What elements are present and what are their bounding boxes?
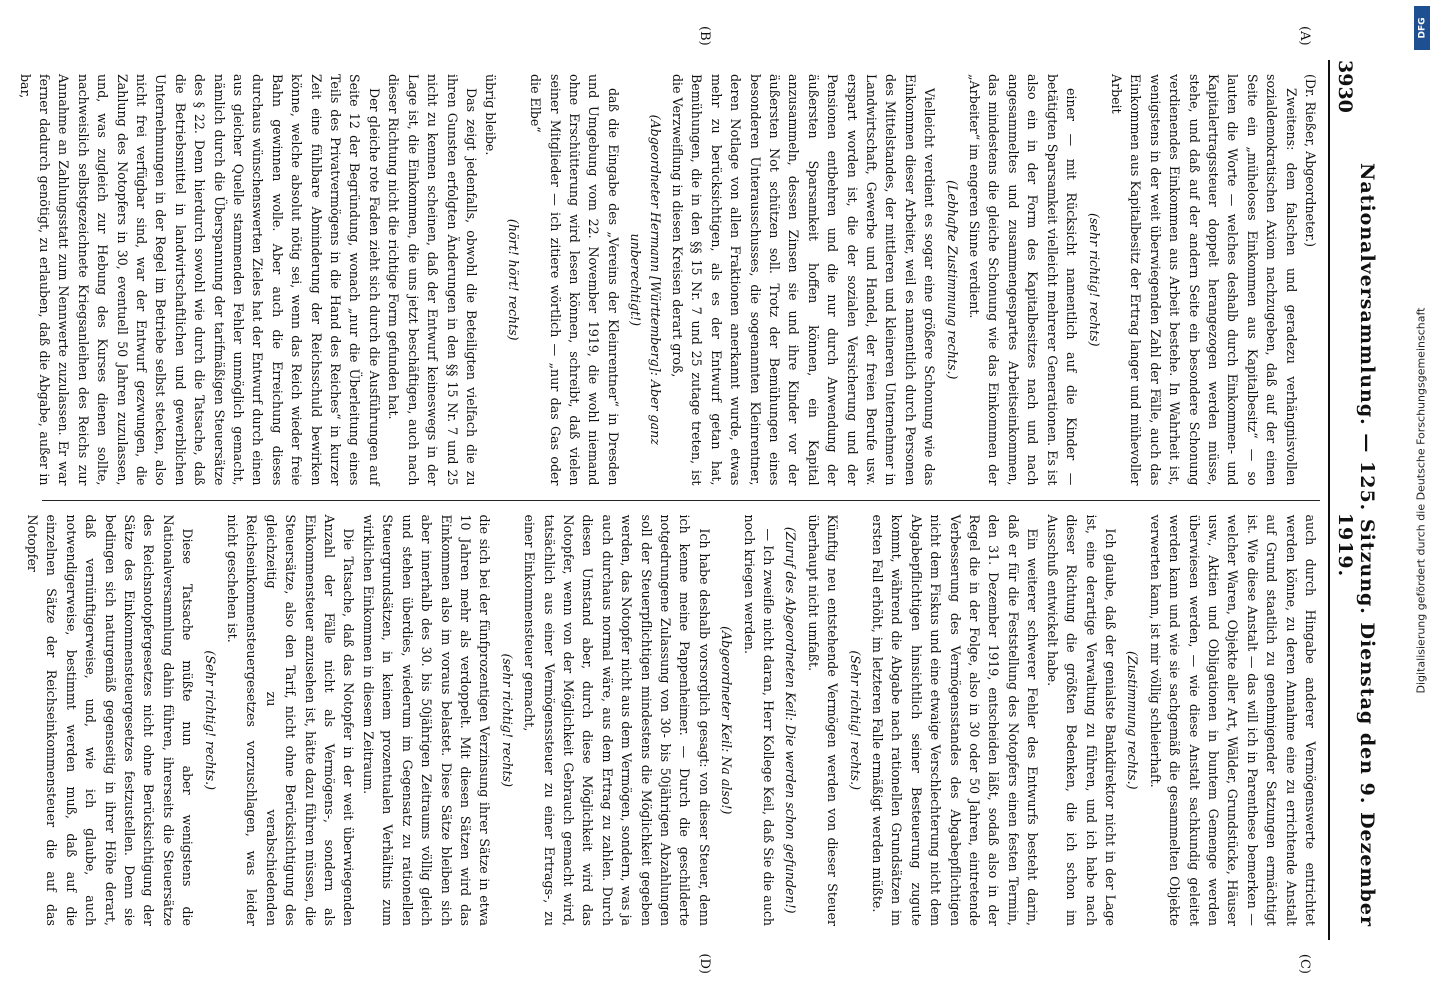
interjection: (sehr richtig! rechts) (499, 653, 515, 787)
paragraph: Ich glaube, daß der genialste Bankdirektor nicht in der Lage ist, eine derartige Verwaltung zu führen, und ich habe nach dieser Richtung die größten Bedenken, die ich schon im Ausschuß entwickelt habe. (1044, 514, 1118, 926)
dfg-logo-text: DFG (1417, 17, 1428, 39)
paragraph: Diese Tatsache müßte nun aber wenigstens die Nationalversammlung dahin führen, ihrerseits die Steuersätze des Reichsnotopfergesetzes nicht ohne Berücksichtigung der Sätze des Einkommensteuergesetzes festzustellen. Denn sie bedingen sich naturgemäß gegenseitig in ihrer Höhe derart, daß vernünftigerweise, und, wie ich glaube, auch notwendigerweise, bestimmt werden muß, daß auf die einzelnen Sätze der Reichseinkommensteuer die auf das Notopfer (25, 514, 196, 926)
interjection: (Lebhafte Zustimmung rechts.) (944, 180, 960, 380)
interjection: (Abgeordneter Hermann [Württemberg]: Aber ganz unberechtigt!) (628, 114, 663, 445)
right-column (25, 501, 1320, 941)
interjection: (Zustimmung rechts.) (1125, 650, 1141, 790)
paragraph: Die Tatsache, daß das Notopfer in der weit überwiegenden Anzahl der Fälle nicht als Vermögens-, sondern als Einkommensteuer anzusehen ist, hätte dazu führen müssen, die Steuersätze, also den Tarif, nicht ohne Berücksichtigung des gleichzeitig zu verabschiedenden Reichseinkommensteuergesetzes vorzuschlagen, was leider nicht geschehen ist. (225, 514, 357, 926)
paragraph: Ein weiterer schwerer Fehler des Entwurfs besteht darin, daß er für die Feststellung des Notopfers einen festen Termin, den 31. Dezember 1919, entscheiden läßt, sodaß also in der Regel die in der Folge, also in 30 oder 50 Jahren, eintretende Verbesserung des Vermögensstandes des Abgabepflichtigen nicht dem Fiskus und eine etwaige Verschlechterung nicht dem Abgabepflichtigen hinsichtlich seiner Besteuerung zugute kommt, während die Abgabe nach rationellen Grundsätzen im ersten Fall erhöht, im letzteren Falle ermäßigt werden müßte. (870, 514, 1041, 926)
interjection: (Sehr richtig! rechts.) (847, 650, 863, 791)
paragraph: Künftig neu entstehende Vermögen werden von dieser Steuer überhaupt nicht umfaßt. (805, 514, 841, 926)
paragraph: Das zeigt jedenfalls, obwohl die Beteiligten vielfach die zu ihren Gunsten erfolgten Änderungen in den §§ 15 Nr. 7 und 25 nicht zu kennen scheinen, daß der Entwurf keineswegs in der Lage ist, die Einkommen, die uns jetzt beschäftigen, auch nach dieser Richtung nicht die richtige Form gefunden hat. (386, 74, 479, 486)
paragraph: Vielleicht verdient es sogar eine größere Schonung wie das Einkommen dieser Arbeiter, weil es namentlich durch Personen des Mittelstandes, der mittleren und kleineren Unternehmer in Landwirtschaft, Gewerbe und Handel, der freien Berufe usw. erspart worden ist, die der sozialen Versicherung und der Pensionen entbehren und die nur durch Anwendung der äußersten Sparsamkeit hoffen können, ein Kapital anzusammeln, dessen Zinsen sie und ihre Kinder vor der äußersten Not schützen soll. Trotz der Bemühungen eines besonderen Unterausschusses, die sogenannten Kleinrentner, deren Notlage von allen Fraktionen anerkannt wurde, etwas mehr zu berücksichtigen, als es der Entwurf getan hat, Bemühungen, die in den §§ 15 Nr. 7 und 25 zutage treten, ist die Verzweiflung in diesen Kreisen derart groß, (670, 74, 938, 486)
digitization-credit-text: Digitalisierung gefördert durch die Deutsche Forschungsgemeinschaft (1414, 307, 1428, 693)
paragraph: übrig bleibe. (483, 74, 499, 156)
interjection: (Zuruf des Abgeordneten Keil: Die werden schon gefunden!) (783, 526, 799, 914)
dfg-logo (1414, 6, 1430, 50)
paragraph: auch durch Hingabe anderer Vermögenswerte entrichtet werden könne, zu deren Annahme eine zu errichtende Anstalt auf Grund staatlich zu genehmigender Satzungen ermächtigt ist. Wie diese Anstalt — das will ich in Parenthese bemerken — welcher Waren, Objekte aller Art, Wälder, Grundstücke, Häuser usw., Aktien und Obligationen in buntem Gemenge werden überwiesen werden, — wie diese Anstalt sachkundig geleitet werden kann und wie sie sachgemäß die gesammelten Objekte verwerten kann, ist mir völlig schleierhaft. (1147, 514, 1318, 926)
paragraph: die sich bei der fünfprozentigen Verzinsung ihrer Sätze in etwa 10 Jahren mehr als verdoppelt. Mit diesen Sätzen wird das Einkommen also im voraus belastet. Diese Sätze bleiben sich aber innerhalb des 30. bis 50jährigen Zeitraums völlig gleich und stehen überdies, wiederum im Gegensatz zu rationellen Steuergrundsätzen, in keinem prozentualen Verhältnis zum wirklichen Einkommen in diesem Zeitraum. (360, 514, 493, 926)
digitization-credit (1408, 0, 1434, 1000)
paragraph: daß die Eingabe des „Vereins der Kleinrentner“ in Dresden und Umgebung vom 22. November 1919, die wohl niemand ohne Erschütterung wird lesen können, schreibt, daß vielen seiner Mitglieder — ich zitiere wörtlich — „nur das Gas oder die Elbe“ (528, 74, 621, 486)
interjection: (Sehr richtig! rechts.) (202, 650, 218, 791)
paragraph: einer — mit Rücksicht namentlich auf die Kinder — betätigten Sparsamkeit vielleicht mehrerer Generationen. Es ist also ein in der Form des Kapitalbesitzes nach und nach angesammeltes und zusammengespartes Arbeitseinkommen, das mindestens die gleiche Schonung wie das Einkommen der „Arbeiter“ im engeren Sinne verdient. (967, 74, 1080, 486)
page-title: Nationalversammlung. — 125. Sitzung. Dienstag den 9. Dezember 1919. (1334, 162, 1378, 928)
interjection: (hört! hört! rechts) (505, 218, 521, 341)
speaker-label: (Dr. Rießer, Abgeordneter.) (1303, 74, 1318, 248)
margin-marker-c: (C) (1297, 953, 1312, 974)
margin-marker-a: (A) (1297, 26, 1312, 46)
paragraph: Ich habe deshalb vorsorglich gesagt: von dieser Steuer, denn ich kenne meine Pappenheimer. — Durch die geschilderte notgedrungene Zulassung von 30- bis 50jährigen Abzahlungen soll der Steuerpflichtigen mindestens die Möglichkeit gegeben werden, das Notopfer nicht aus dem Vermögen, sondern, was ja auch durchaus normal wäre, aus dem Ertrag zu zahlen. Durch diesen Umstand aber, durch diese Möglichkeit wird das Notopfer, wenn von der Möglichkeit Gebrauch gemacht wird, tatsächlich aus einer Vermögenssteuer zu einer Ertrags-, zu einer Einkommensteuer gemacht, (522, 514, 712, 926)
paragraph: — Ich zweifle nicht daran, Herr Kollege Keil, daß Sie die auch noch kriegen werden. (741, 514, 777, 926)
page-header (1328, 60, 1378, 940)
document-page (17, 20, 1378, 980)
paragraph: Zweitens: dem falschen und geradezu verhängnisvollen sozialdemokratischen Axiom nachzugeben, daß auf der einen Seite ein „müheloses Einkommen aus Kapitalbesitz“ — so lauten die Worte — welches deshalb durch Einkommen- und Kapitalertragssteuer doppelt herangezogen werden müsse, stehe, und daß auf der andern Seite ein besondere Schonung verdienendes Einkommen aus Arbeit bestehe. In Wahrheit ist, wenigstens in der weit überwiegenden Zahl der Fälle, auch das Einkommen aus Kapitalbesitz der Ertrag langer und mühevoller Arbeit (1108, 74, 1299, 486)
paragraph: Der gleiche rote Faden zieht sich durch die Ausführungen auf Seite 12 der Begründung, wonach „nur die Überleitung eines Teils des Privatvermögens in die Hand des Reiches“ in kurzer Zeit eine fühlbare Abminderung der Reichsschuld bewirken könne, welche absolut nötig sei, wenn das Reich wieder freie Bahn gewinnen wolle. Aber auch die Erreichung dieses durchaus wünschenswerten Zieles hat der Entwurf durch einen aus gleicher Quelle stammenden Fehler unmöglich gemacht, nämlich durch die Überspannung der tarifmäßigen Steuersätze des § 22. Denn hierdurch sowohl wie durch die Tatsache, daß die Betriebsmittel in landwirtschaftlichen und gewerblichen Unternehmungen in der Regel im Betriebe selbst stecken, also nicht frei verfügbar sind, war der Entwurf gezwungen, die Zahlung des Notopfers in 30, eventuell 50 Jahren zuzulassen, und, was zugleich zur Hebung des Kurses dienen sollte, nachweislich selbstgezeichnete Kriegsanleihen des Reichs zur Annahme an Zahlungsstatt zum Nennwerte zuzulassen. Er war ferner dadurch genötigt, zu erlauben, daß die Abgabe, außer in bar, (17, 74, 382, 486)
interjection: (sehr richtig! rechts) (1086, 213, 1102, 347)
page-number: 3930 (1334, 60, 1356, 113)
interjection: (Abgeordneter Keil: Na also!) (719, 626, 735, 815)
margin-marker-d: (D) (697, 953, 712, 974)
margin-marker-b: (B) (697, 26, 712, 46)
left-column (17, 60, 1320, 501)
